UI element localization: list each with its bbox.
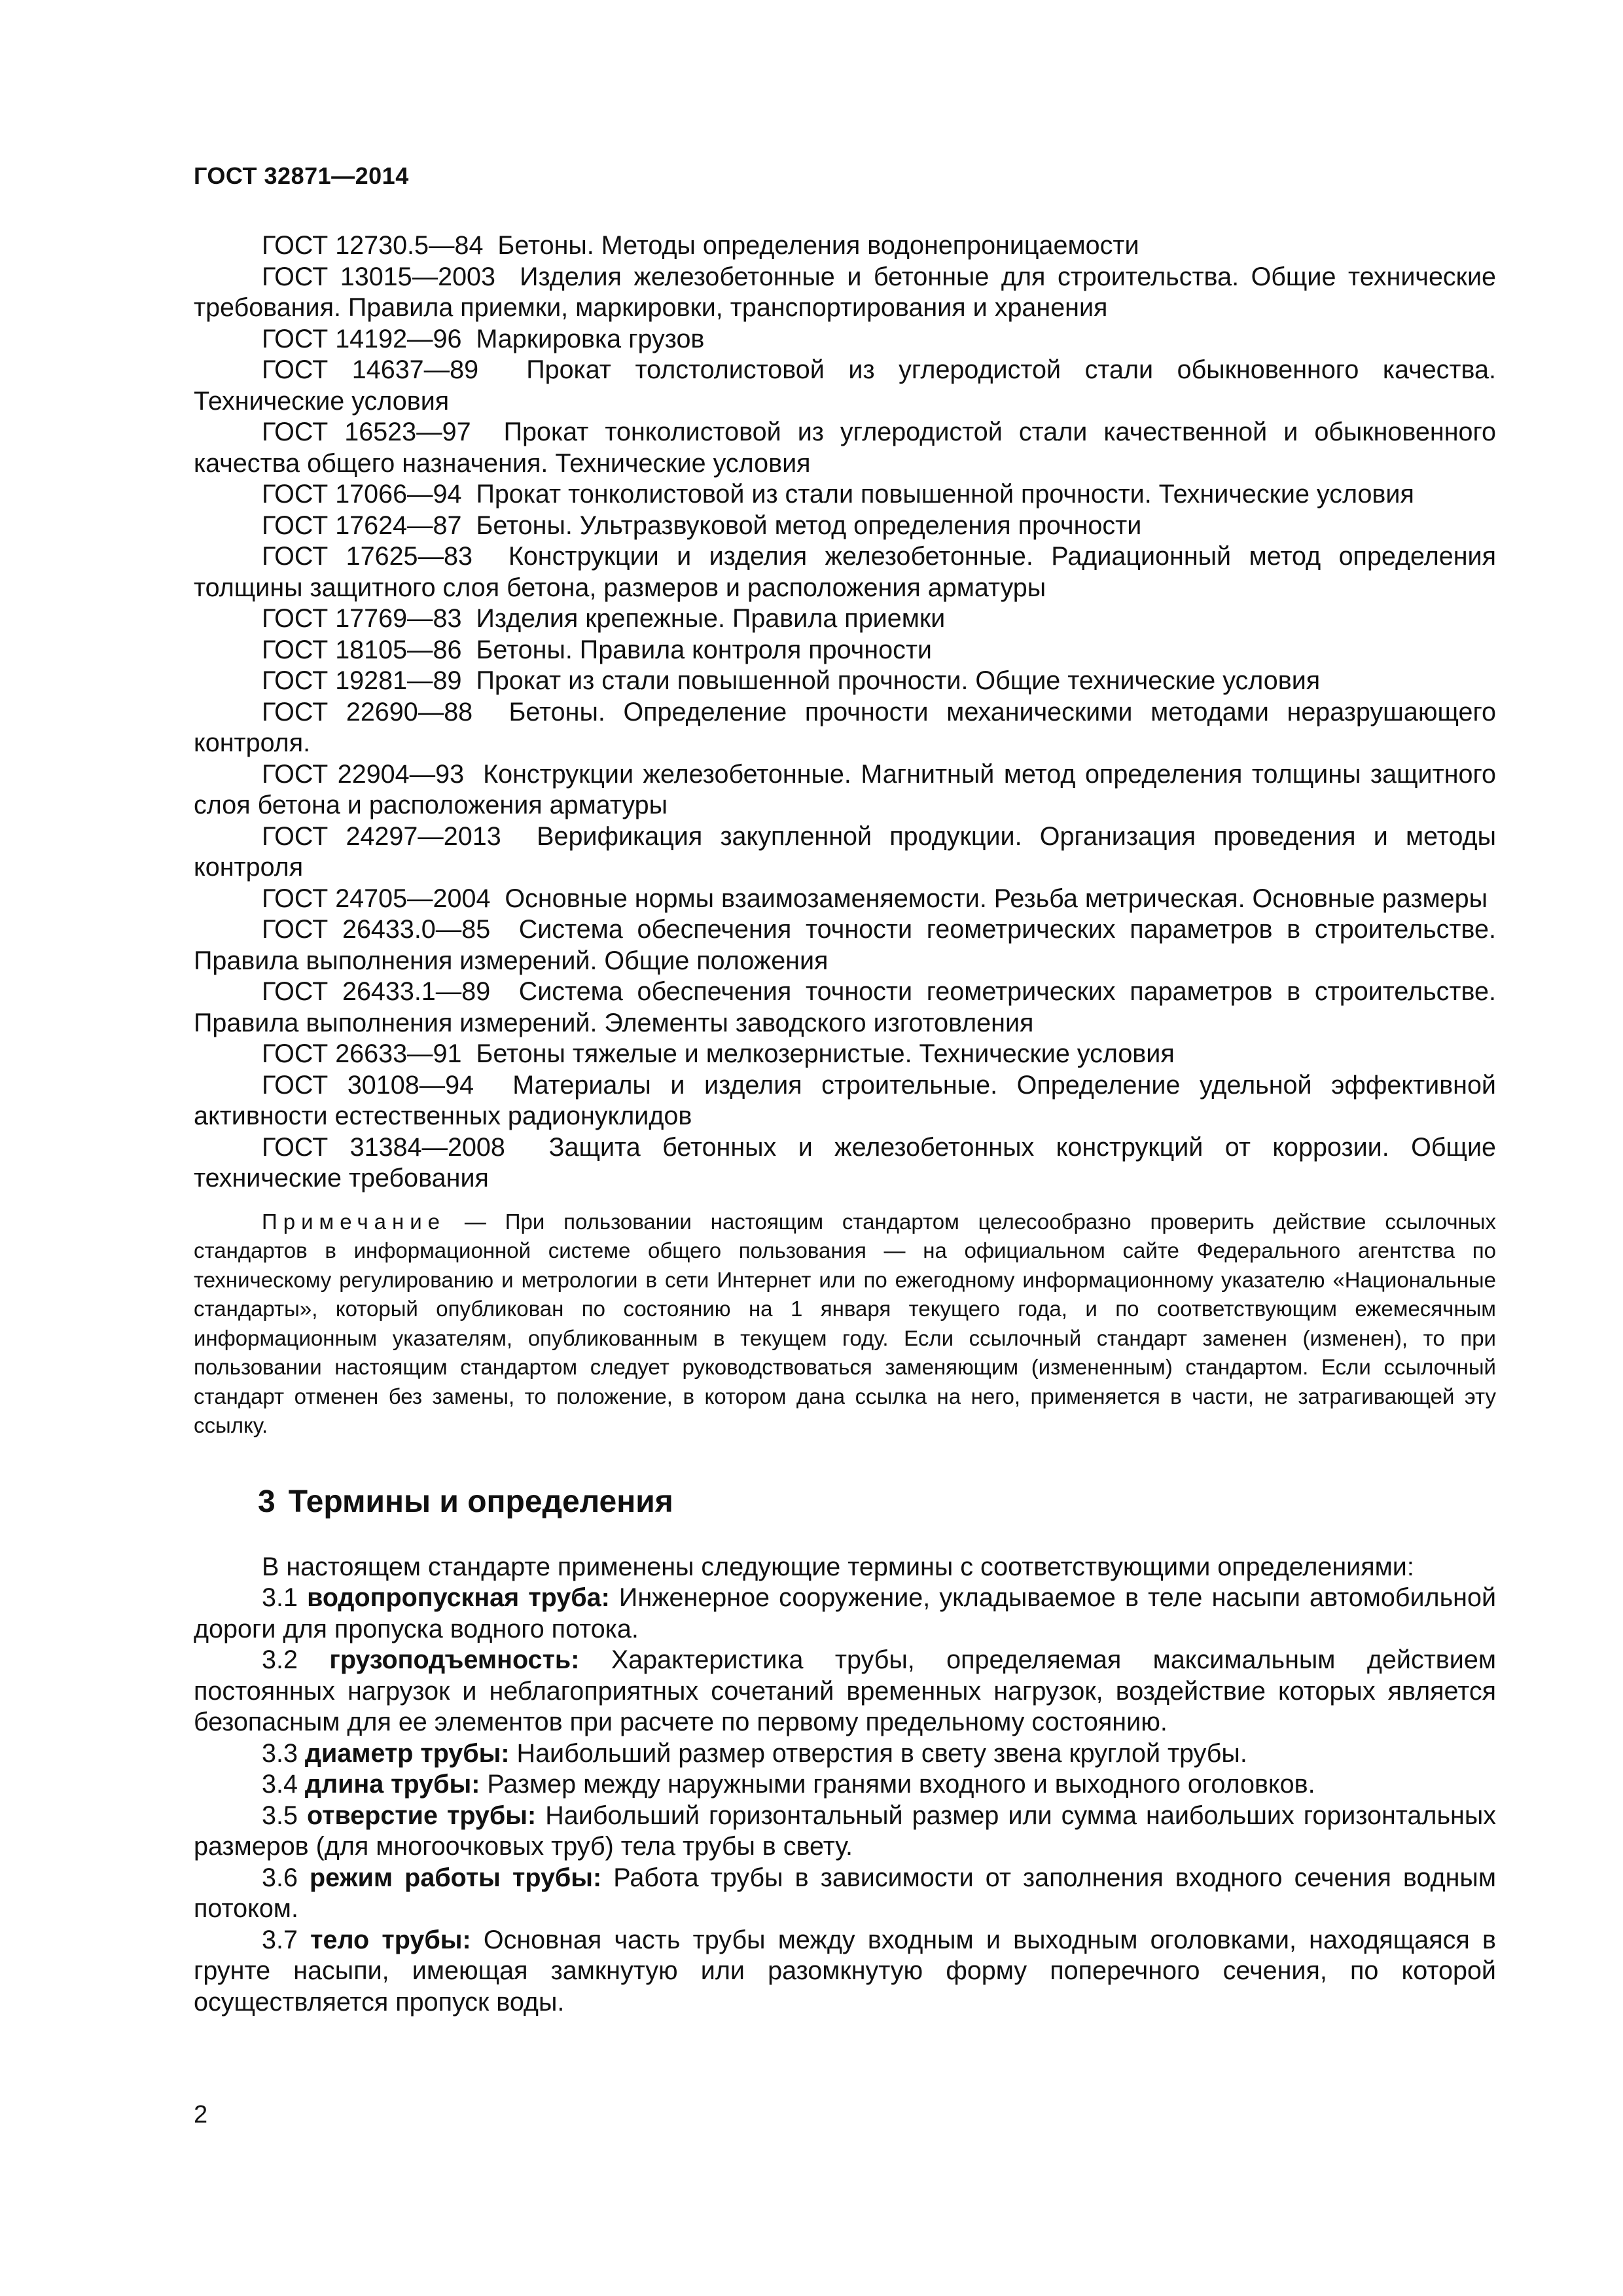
term-item <box>194 1583 1496 1645</box>
term-name: тело трубы: <box>310 1925 471 1954</box>
reference-code: ГОСТ 13015—2003 <box>262 262 495 291</box>
reference-item <box>194 417 1496 479</box>
term-name: отверстие трубы: <box>307 1801 537 1830</box>
term-definition: Наибольший размер отверстия в свету звена круглой трубы. <box>516 1738 1247 1768</box>
reference-title: Прокат толстолистовой из углеродистой стали обыкновенного качества. Технические условия <box>194 355 1496 416</box>
term-name: длина трубы: <box>304 1770 480 1799</box>
reference-item <box>194 1132 1496 1194</box>
term-definition: Инженерное сооружение, укладываемое в теле насыпи автомобильной дороги для пропуска водного потока. <box>194 1583 1497 1643</box>
reference-title: Конструкции и изделия железобетонные. Радиационный метод определения толщины защитного слоя бетона, размеров и расположения арматуры <box>194 542 1496 602</box>
reference-item <box>194 511 1496 542</box>
reference-code: ГОСТ 14637—89 <box>262 355 479 384</box>
reference-note <box>194 1208 1496 1441</box>
reference-code: ГОСТ 14192—96 <box>262 324 462 353</box>
reference-item <box>194 977 1496 1039</box>
reference-code: ГОСТ 17066—94 <box>262 480 462 509</box>
reference-title: Бетоны. Определение прочности механическими методами неразрушающего контроля. <box>194 697 1496 757</box>
reference-item <box>194 230 1496 262</box>
reference-code: ГОСТ 19281—89 <box>262 666 462 695</box>
reference-title: Система обеспечения точности геометрических параметров в строительстве. Правила выполнения измерений. Общие положения <box>194 915 1496 975</box>
note-text: — При пользовании настоящим стандартом целесообразно проверить действие ссылочных стандартов в информационной системе общего пользования — на официальном сайте Федерального агентства по техническому регулированию и метрологии в сети Интернет или по ежегодному информационному указателю «Национальные стандарты», который опубликован по состоянию на 1 января текущего года, и по соответствующим ежемесячным информационным указателям, опубликованным в текущем году. Если ссылочный стандарт заменен (изменен), то при пользовании настоящим стандартом следует руководствоваться заменяющим (измененным) стандартом. Если ссылочный стандарт отменен без замены, то положение, в котором дана ссылка на него, применяется в части, не затрагивающей эту ссылку. <box>194 1209 1496 1437</box>
reference-item <box>194 324 1496 355</box>
term-number: 3.3 <box>262 1738 298 1768</box>
reference-item <box>194 697 1496 759</box>
reference-code: ГОСТ 24297—2013 <box>262 821 501 851</box>
term-item <box>194 1645 1496 1738</box>
reference-code: ГОСТ 26433.1—89 <box>262 977 491 1006</box>
reference-title: Материалы и изделия строительные. Определение удельной эффективной активности естественных радионуклидов <box>194 1070 1496 1130</box>
reference-item <box>194 355 1496 417</box>
reference-code: ГОСТ 17769—83 <box>262 604 462 633</box>
reference-code: ГОСТ 18105—86 <box>262 635 462 664</box>
reference-item <box>194 821 1496 884</box>
reference-item <box>194 603 1496 635</box>
reference-item <box>194 914 1496 977</box>
reference-title: Маркировка грузов <box>476 324 705 353</box>
reference-item <box>194 1070 1496 1132</box>
reference-item <box>194 541 1496 603</box>
reference-item <box>194 884 1496 915</box>
reference-code: ГОСТ 22690—88 <box>262 697 473 726</box>
term-name: диаметр трубы: <box>304 1738 510 1768</box>
term-definition: Характеристика трубы, определяемая максимальным действием постоянных нагрузок и неблагоприятных сочетаний временных нагрузок, воздействие которых является безопасным для ее элементов при расчете по первому предельному состоянию. <box>194 1645 1496 1736</box>
section-heading <box>258 1484 1496 1520</box>
reference-item <box>194 479 1496 511</box>
term-number: 3.7 <box>262 1925 298 1954</box>
term-item <box>194 1801 1496 1863</box>
reference-title: Основные нормы взаимозаменяемости. Резьба метрическая. Основные размеры <box>505 884 1488 913</box>
term-number: 3.2 <box>262 1645 298 1674</box>
reference-title: Защита бетонных и железобетонных конструкций от коррозии. Общие технические требования <box>194 1132 1496 1193</box>
term-number: 3.5 <box>262 1801 298 1830</box>
reference-title: Бетоны тяжелые и мелкозернистые. Технические условия <box>476 1039 1175 1068</box>
reference-title: Бетоны. Правила контроля прочности <box>476 635 932 664</box>
reference-code: ГОСТ 17625—83 <box>262 542 473 571</box>
term-number: 3.4 <box>262 1770 298 1799</box>
reference-title: Прокат тонколистовой из углеродистой стали качественной и обыкновенного качества общего назначения. Технические условия <box>194 418 1496 478</box>
reference-code: ГОСТ 31384—2008 <box>262 1132 505 1162</box>
reference-title: Изделия железобетонные и бетонные для строительства. Общие технические требования. Правила приемки, маркировки, транспортирования и хранения <box>194 262 1496 322</box>
section-title: Термины и определения <box>288 1484 673 1519</box>
reference-title: Бетоны. Методы определения водонепроницаемости <box>497 231 1139 260</box>
reference-code: ГОСТ 26433.0—85 <box>262 915 491 944</box>
reference-item <box>194 666 1496 697</box>
reference-title: Конструкции железобетонные. Магнитный метод определения толщины защитного слоя бетона и расположения арматуры <box>194 759 1496 819</box>
document-body <box>194 230 1496 2018</box>
term-item <box>194 1738 1496 1770</box>
section-number: 3 <box>258 1484 276 1519</box>
reference-title: Бетоны. Ультразвуковой метод определения прочности <box>476 511 1142 540</box>
term-name: режим работы трубы: <box>310 1863 602 1892</box>
term-item <box>194 1863 1496 1925</box>
document-header: ГОСТ 32871—2014 <box>194 162 409 189</box>
reference-code: ГОСТ 16523—97 <box>262 418 471 446</box>
reference-title: Система обеспечения точности геометрических параметров в строительстве. Правила выполнения измерений. Элементы заводского изготовления <box>194 977 1496 1037</box>
terms-list <box>194 1552 1496 2018</box>
reference-code: ГОСТ 26633—91 <box>262 1039 462 1068</box>
note-label: Примечание <box>262 1209 446 1234</box>
term-name: водопропускная труба: <box>307 1583 610 1612</box>
term-definition: Наибольший горизонтальный размер или сумма наибольших горизонтальных размеров (для многоочковых труб) тела трубы в свету. <box>194 1801 1496 1861</box>
reference-title: Верификация закупленной продукции. Организация проведения и методы контроля <box>194 821 1496 882</box>
reference-item <box>194 1039 1496 1070</box>
page-number: 2 <box>194 2101 208 2128</box>
reference-item <box>194 759 1496 821</box>
reference-title: Прокат тонколистовой из стали повышенной прочности. Технические условия <box>476 480 1414 509</box>
term-definition: Основная часть трубы между входным и выходным оголовками, находящаяся в грунте насыпи, имеющая замкнутую или разомкнутую форму поперечного сечения, по которой осуществляется пропуск воды. <box>194 1925 1496 2017</box>
term-item <box>194 1769 1496 1801</box>
term-definition: Работа трубы в зависимости от заполнения входного сечения водным потоком. <box>194 1863 1496 1923</box>
reference-item <box>194 262 1496 324</box>
term-name: грузоподъемность: <box>329 1645 580 1674</box>
section-intro: В настоящем стандарте применены следующие термины с соответствующими определениями: <box>262 1552 1414 1581</box>
reference-item <box>194 635 1496 666</box>
reference-code: ГОСТ 24705—2004 <box>262 884 491 913</box>
term-definition: Размер между наружными гранями входного и выходного оголовков. <box>487 1770 1315 1799</box>
reference-title: Изделия крепежные. Правила приемки <box>476 604 946 633</box>
reference-code: ГОСТ 30108—94 <box>262 1070 474 1100</box>
normative-references-list <box>194 230 1496 1194</box>
term-number: 3.1 <box>262 1583 298 1612</box>
reference-code: ГОСТ 22904—93 <box>262 759 465 789</box>
term-item <box>194 1925 1496 2018</box>
term-number: 3.6 <box>262 1863 298 1892</box>
reference-code: ГОСТ 12730.5—84 <box>262 231 484 260</box>
reference-title: Прокат из стали повышенной прочности. Общие технические условия <box>476 666 1321 695</box>
reference-code: ГОСТ 17624—87 <box>262 511 462 540</box>
